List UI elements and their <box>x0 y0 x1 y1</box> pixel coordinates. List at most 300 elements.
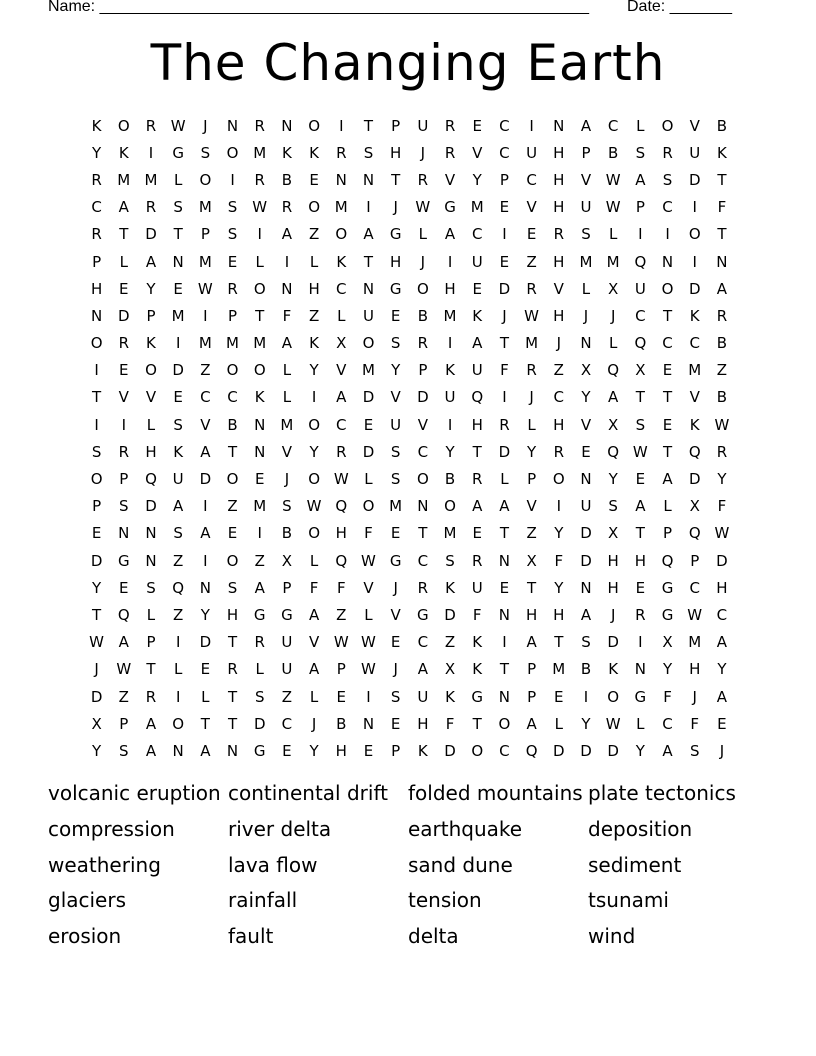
grid-letter: W <box>361 660 376 679</box>
grid-letter: P <box>690 551 700 570</box>
grid-letter: K <box>445 578 455 597</box>
grid-letter: D <box>716 551 728 570</box>
grid-letter: W <box>333 633 349 652</box>
grid-letter: O <box>253 361 266 380</box>
grid-letter: R <box>526 361 537 380</box>
grid-letter: I <box>366 687 371 706</box>
grid-letter: P <box>146 633 156 652</box>
grid-letter: O <box>362 497 375 516</box>
grid-letter: T <box>227 442 238 461</box>
grid-letter: Y <box>554 578 564 597</box>
grid-letter: O <box>688 225 701 244</box>
grid-letter: S <box>91 442 102 461</box>
grid-letter: S <box>282 497 292 516</box>
grid-letter: S <box>254 687 265 706</box>
grid-letter: A <box>526 714 537 733</box>
grid-letter: L <box>554 714 563 733</box>
grid-letter: U <box>390 415 402 434</box>
grid-letter: J <box>420 143 426 162</box>
grid-letter: S <box>227 198 238 217</box>
word-list-item: glaciers <box>48 888 127 913</box>
grid-letter: Z <box>281 687 293 706</box>
grid-letter: N <box>362 714 375 733</box>
grid-letter: U <box>417 687 429 706</box>
grid-letter: F <box>554 551 564 570</box>
grid-letter: R <box>553 442 564 461</box>
grid-letter: V <box>281 442 293 461</box>
grid-letter: D <box>580 524 592 543</box>
grid-letter: S <box>390 687 401 706</box>
grid-letter: M <box>198 198 212 217</box>
grid-letter: B <box>608 143 619 162</box>
word-list-item: delta <box>408 924 459 949</box>
grid-letter: F <box>309 578 319 597</box>
grid-letter: I <box>230 170 235 189</box>
grid-letter: H <box>689 660 701 679</box>
grid-letter: X <box>91 714 102 733</box>
grid-letter: V <box>390 388 401 407</box>
grid-letter: G <box>471 687 484 706</box>
grid-letter: V <box>553 279 564 298</box>
grid-letter: T <box>227 687 238 706</box>
grid-letter: N <box>172 741 184 760</box>
grid-letter: D <box>607 633 619 652</box>
word-list-item: folded mountains <box>408 781 583 805</box>
grid-letter: D <box>553 741 565 760</box>
grid-letter: L <box>364 605 373 624</box>
grid-letter: I <box>583 687 589 706</box>
grid-letter: J <box>420 252 426 271</box>
grid-letter: V <box>580 170 592 189</box>
grid-letter: U <box>471 361 483 380</box>
grid-letter: F <box>472 605 482 624</box>
grid-letter: U <box>689 143 701 162</box>
page-title: The Changing Earth <box>150 34 666 92</box>
grid-letter: I <box>148 143 154 162</box>
grid-letter: T <box>717 225 727 244</box>
grid-letter: O <box>253 279 266 298</box>
grid-letter: A <box>716 633 728 652</box>
grid-letter: D <box>145 225 157 244</box>
grid-letter: L <box>282 388 292 407</box>
grid-letter: A <box>417 660 428 679</box>
grid-letter: H <box>471 415 483 434</box>
grid-letter: L <box>201 687 210 706</box>
grid-letter: V <box>417 415 428 434</box>
grid-letter: N <box>417 497 429 516</box>
grid-letter: J <box>284 470 290 489</box>
grid-letter: C <box>689 578 700 597</box>
grid-letter: W <box>605 198 621 217</box>
grid-letter: T <box>418 524 428 543</box>
grid-letter: M <box>552 660 566 679</box>
grid-letter: A <box>281 334 293 353</box>
grid-letter: K <box>472 306 483 325</box>
grid-letter: R <box>336 442 347 461</box>
word-list-item: tsunami <box>588 888 669 913</box>
grid-letter: N <box>498 605 511 624</box>
grid-letter: N <box>254 442 266 461</box>
grid-letter: L <box>636 714 645 733</box>
grid-letter: P <box>499 170 509 189</box>
grid-letter: Y <box>581 714 591 733</box>
grid-letter: H <box>90 279 103 298</box>
grid-letter: R <box>145 198 157 217</box>
grid-letter: X <box>689 497 700 516</box>
grid-letter: R <box>444 116 456 135</box>
grid-letter: D <box>199 470 212 489</box>
grid-letter: P <box>92 252 102 271</box>
grid-letter: D <box>90 551 103 570</box>
grid-letter: L <box>527 415 536 434</box>
grid-letter: W <box>605 714 621 733</box>
grid-letter: E <box>472 279 482 298</box>
grid-letter: C <box>91 198 102 217</box>
grid-letter: Q <box>634 334 647 353</box>
grid-letter: E <box>472 116 482 135</box>
grid-letter: Y <box>92 578 102 597</box>
grid-letter: C <box>417 442 429 461</box>
grid-letter: L <box>581 279 591 298</box>
grid-letter: A <box>580 605 592 624</box>
grid-letter: U <box>281 633 293 652</box>
grid-letter: O <box>308 524 320 543</box>
grid-letter: F <box>282 306 292 325</box>
grid-letter: R <box>91 170 102 189</box>
grid-letter: Z <box>716 361 728 380</box>
word-list-item: fault <box>228 924 274 949</box>
grid-letter: D <box>444 741 456 760</box>
grid-letter: Y <box>581 388 591 407</box>
grid-letter: O <box>145 361 157 380</box>
grid-letter: A <box>308 660 320 679</box>
word-list-item: river delta <box>228 816 332 841</box>
grid-letter: C <box>471 225 483 244</box>
grid-letter: M <box>470 198 484 217</box>
grid-letter: U <box>471 578 483 597</box>
grid-letter: R <box>254 170 265 189</box>
grid-letter: S <box>445 551 455 570</box>
grid-letter: N <box>661 252 674 271</box>
grid-letter: M <box>361 361 375 380</box>
grid-letter: E <box>499 252 510 271</box>
grid-letter: W <box>687 605 703 624</box>
grid-letter: F <box>445 714 455 733</box>
grid-letter: I <box>529 116 534 135</box>
grid-letter: Y <box>391 361 401 380</box>
grid-letter: D <box>362 388 375 407</box>
grid-letter: M <box>443 524 457 543</box>
grid-letter: D <box>362 442 375 461</box>
word-list-item: sand dune <box>408 852 513 877</box>
grid-letter: I <box>502 388 507 407</box>
grid-letter: D <box>145 497 157 516</box>
grid-letter: S <box>390 470 401 489</box>
grid-letter: P <box>527 470 537 489</box>
grid-letter: Z <box>526 252 537 271</box>
grid-letter: L <box>636 116 645 135</box>
grid-letter: X <box>635 361 646 380</box>
grid-letter: Z <box>173 551 184 570</box>
grid-letter: Q <box>335 551 348 570</box>
grid-letter: T <box>173 225 183 244</box>
grid-letter: J <box>393 198 398 217</box>
grid-letter: S <box>200 143 211 162</box>
grid-letter: X <box>608 524 619 543</box>
grid-letter: O <box>335 225 348 244</box>
grid-letter: D <box>498 279 511 298</box>
grid-letter: I <box>692 252 697 271</box>
grid-letter: C <box>499 143 510 162</box>
grid-letter: A <box>200 741 211 760</box>
grid-letter: H <box>417 714 429 733</box>
grid-letter: V <box>472 143 483 162</box>
grid-letter: O <box>308 415 320 434</box>
grid-letter: O <box>471 741 484 760</box>
grid-letter: W <box>333 470 349 489</box>
grid-letter: E <box>554 687 564 706</box>
grid-letter: K <box>472 633 483 652</box>
grid-letter: C <box>200 388 211 407</box>
grid-letter: C <box>336 279 347 298</box>
grid-letter: C <box>499 741 510 760</box>
grid-letter: B <box>281 524 293 543</box>
grid-letter: I <box>638 225 643 244</box>
grid-letter: L <box>255 252 264 271</box>
grid-letter: W <box>170 116 186 135</box>
grid-letter: N <box>145 524 157 543</box>
word-list-item: weathering <box>48 852 161 877</box>
grid-letter: W <box>306 497 322 516</box>
grid-letter: A <box>363 225 374 244</box>
grid-letter: C <box>417 551 429 570</box>
grid-letter: E <box>581 442 591 461</box>
grid-letter: C <box>417 633 429 652</box>
grid-letter: M <box>525 334 539 353</box>
grid-letter: L <box>282 361 292 380</box>
grid-letter: I <box>447 415 453 434</box>
grid-letter: O <box>117 116 130 135</box>
grid-letter: I <box>203 306 208 325</box>
grid-letter: P <box>228 306 238 325</box>
grid-letter: H <box>390 143 402 162</box>
grid-letter: E <box>390 633 401 652</box>
grid-letter: Y <box>309 361 319 380</box>
grid-letter: X <box>526 551 537 570</box>
grid-letter: N <box>145 551 157 570</box>
grid-letter: U <box>172 470 184 489</box>
grid-letter: T <box>662 306 673 325</box>
grid-letter: I <box>175 334 181 353</box>
grid-letter: E <box>526 225 537 244</box>
grid-letter: E <box>227 252 238 271</box>
grid-letter: M <box>389 497 403 516</box>
grid-letter: P <box>200 225 210 244</box>
grid-letter: I <box>94 361 99 380</box>
grid-letter: W <box>197 279 213 298</box>
grid-letter: E <box>635 470 646 489</box>
grid-letter: I <box>556 497 561 516</box>
grid-letter: E <box>119 279 129 298</box>
grid-letter: O <box>226 470 239 489</box>
grid-letter: S <box>227 578 238 597</box>
grid-letter: N <box>172 252 184 271</box>
grid-letter: P <box>391 741 401 760</box>
grid-letter: V <box>444 170 456 189</box>
grid-letter: H <box>226 605 239 624</box>
grid-letter: O <box>661 279 674 298</box>
grid-letter: H <box>308 279 320 298</box>
grid-letter: C <box>553 388 565 407</box>
grid-letter: Q <box>145 470 157 489</box>
grid-letter: U <box>580 198 592 217</box>
grid-letter: U <box>580 497 592 516</box>
grid-letter: X <box>662 633 673 652</box>
grid-letter: R <box>499 415 510 434</box>
grid-letter: C <box>281 714 293 733</box>
grid-letter: U <box>417 116 429 135</box>
grid-letter: P <box>527 687 537 706</box>
grid-letter: G <box>253 605 266 624</box>
grid-letter: S <box>146 578 156 597</box>
grid-letter: X <box>444 660 456 679</box>
grid-letter: S <box>173 524 183 543</box>
grid-letter: L <box>173 170 183 189</box>
grid-letter: X <box>336 334 347 353</box>
grid-letter: C <box>526 170 537 189</box>
grid-letter: K <box>445 361 455 380</box>
grid-letter: B <box>227 415 238 434</box>
grid-letter: G <box>253 741 266 760</box>
grid-letter: U <box>471 252 483 271</box>
grid-letter: R <box>417 578 429 597</box>
date-field-label: Date: _______ <box>627 0 732 15</box>
grid-letter: R <box>118 442 129 461</box>
grid-letter: H <box>553 198 565 217</box>
grid-letter: E <box>173 279 183 298</box>
grid-letter: Q <box>607 361 620 380</box>
grid-letter: R <box>417 334 429 353</box>
grid-letter: E <box>119 578 129 597</box>
grid-letter: D <box>688 470 701 489</box>
grid-letter: M <box>688 361 702 380</box>
grid-letter: D <box>498 442 511 461</box>
grid-letter: M <box>171 306 185 325</box>
word-search-grid <box>83 112 736 765</box>
grid-letter: W <box>632 442 648 461</box>
grid-letter: G <box>389 279 402 298</box>
grid-letter: C <box>716 605 728 624</box>
grid-letter: R <box>526 279 537 298</box>
grid-letter: Z <box>118 687 129 706</box>
grid-letter: U <box>634 279 646 298</box>
grid-letter: L <box>309 252 319 271</box>
grid-letter: B <box>281 170 293 189</box>
grid-letter: Y <box>554 524 564 543</box>
grid-letter: H <box>525 605 538 624</box>
grid-letter: Y <box>200 605 210 624</box>
grid-letter: E <box>635 578 646 597</box>
grid-letter: U <box>362 306 374 325</box>
grid-letter: E <box>227 524 238 543</box>
grid-letter: U <box>281 660 293 679</box>
grid-letter: H <box>335 524 347 543</box>
grid-letter: G <box>634 687 647 706</box>
grid-letter: H <box>553 415 565 434</box>
grid-letter: Z <box>444 633 456 652</box>
grid-letter: O <box>308 470 320 489</box>
grid-letter: H <box>390 252 402 271</box>
grid-letter: J <box>610 605 616 624</box>
grid-letter: P <box>527 660 537 679</box>
grid-letter: O <box>416 279 429 298</box>
grid-letter: T <box>255 306 265 325</box>
name-field-label: Name: _______________________________________________________ <box>48 0 589 15</box>
grid-letter: J <box>583 306 589 325</box>
grid-letter: K <box>445 687 455 706</box>
grid-letter: C <box>227 388 238 407</box>
grid-letter: N <box>281 279 293 298</box>
grid-letter: D <box>118 306 130 325</box>
grid-letter: M <box>117 170 131 189</box>
grid-letter: R <box>716 306 728 325</box>
grid-letter: G <box>281 605 293 624</box>
grid-letter: N <box>199 578 211 597</box>
grid-letter: N <box>498 551 511 570</box>
grid-letter: J <box>393 660 398 679</box>
grid-letter: P <box>418 361 428 380</box>
grid-letter: I <box>257 524 262 543</box>
grid-letter: L <box>309 551 319 570</box>
grid-letter: W <box>524 306 540 325</box>
grid-letter: N <box>90 306 103 325</box>
grid-letter: I <box>175 687 181 706</box>
grid-letter: I <box>502 633 507 652</box>
grid-letter: K <box>91 116 102 135</box>
grid-letter: C <box>689 334 700 353</box>
grid-letter: W <box>361 633 376 652</box>
grid-letter: B <box>580 660 592 679</box>
grid-letter: Y <box>527 442 537 461</box>
grid-letter: L <box>608 225 618 244</box>
grid-letter: S <box>581 225 591 244</box>
grid-letter: N <box>580 334 592 353</box>
grid-letter: Y <box>146 279 156 298</box>
grid-letter: X <box>281 551 293 570</box>
grid-letter: M <box>688 633 702 652</box>
grid-letter: A <box>145 741 157 760</box>
grid-letter: R <box>336 143 347 162</box>
grid-letter: Y <box>309 741 319 760</box>
grid-letter: T <box>363 252 374 271</box>
grid-letter: S <box>635 415 646 434</box>
grid-letter: M <box>198 334 212 353</box>
grid-letter: A <box>635 170 646 189</box>
grid-letter: K <box>716 143 727 162</box>
grid-letter: T <box>119 225 129 244</box>
grid-letter: N <box>580 578 592 597</box>
grid-letter: Q <box>688 524 701 543</box>
grid-letter: F <box>663 687 672 706</box>
grid-letter: A <box>254 578 265 597</box>
grid-letter: N <box>118 524 130 543</box>
grid-letter: N <box>226 116 239 135</box>
grid-letter: M <box>280 415 294 434</box>
grid-letter: E <box>390 714 401 733</box>
grid-letter: Q <box>525 741 538 760</box>
grid-letter: C <box>662 334 673 353</box>
grid-letter: W <box>415 198 431 217</box>
